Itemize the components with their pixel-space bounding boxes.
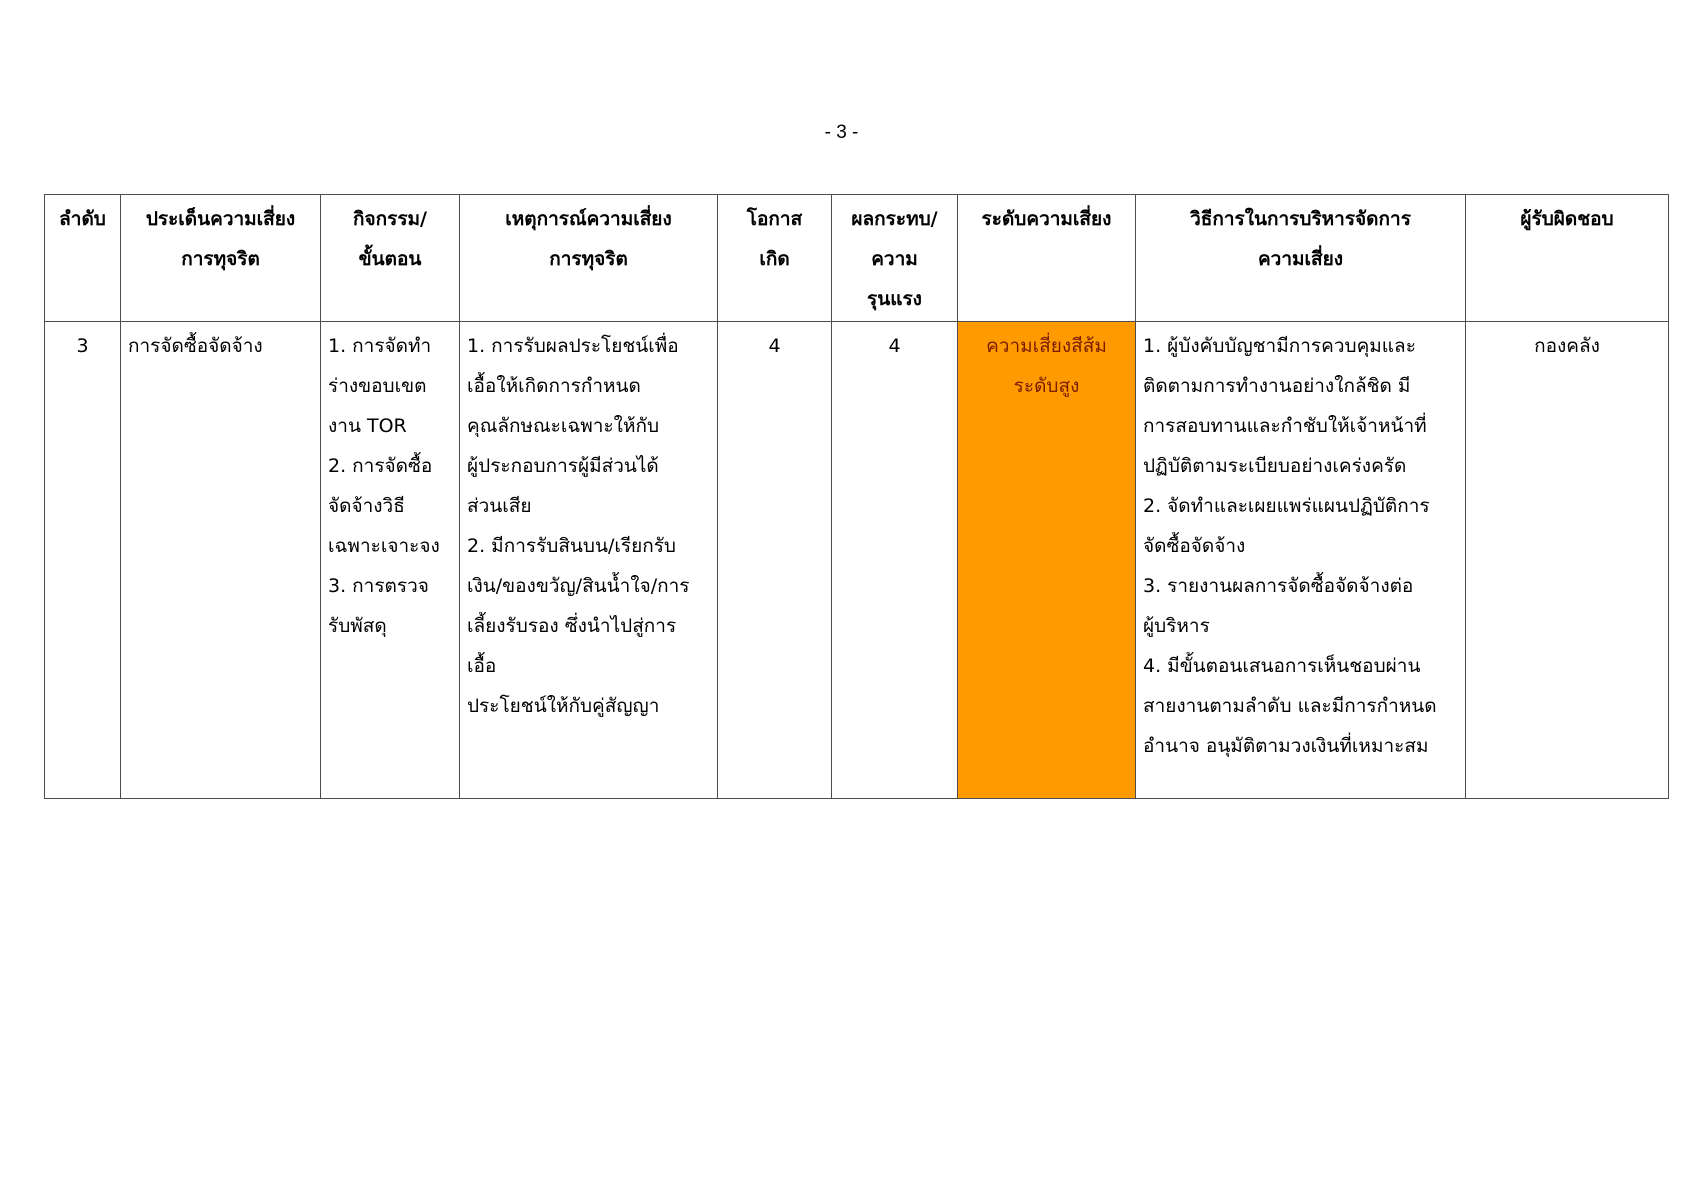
cell-line: สายงานตามลำดับ และมีการกำหนด bbox=[1143, 695, 1437, 717]
cell-line: เลี้ยงรับรอง ซึ่งนำไปสู่การ bbox=[467, 615, 677, 637]
cell-line: กิจกรรม/ bbox=[352, 208, 427, 230]
cell-line: ลำดับ bbox=[59, 208, 106, 230]
cell-line: 3 bbox=[76, 335, 89, 357]
cell-seq bbox=[45, 322, 121, 799]
cell-line: จัดซื้อจัดจ้าง bbox=[1143, 535, 1246, 557]
cell-line: การทุจริต bbox=[549, 248, 628, 270]
cell-line: ระดับความเสี่ยง bbox=[981, 208, 1112, 230]
cell-line: การสอบทานและกำชับให้เจ้าหน้าที่ bbox=[1143, 415, 1427, 437]
header-impact bbox=[832, 195, 958, 322]
cell-line: ประโยชน์ให้กับคู่สัญญา bbox=[467, 695, 660, 717]
cell-line: 2. จัดทำและเผยแพร่แผนปฏิบัติการ bbox=[1143, 495, 1430, 517]
cell-line: 2. การจัดซื้อ bbox=[328, 455, 433, 477]
risk-assessment-table bbox=[44, 194, 1669, 799]
header-owner bbox=[1466, 195, 1669, 322]
cell-line: 3. รายงานผลการจัดซื้อจัดจ้างต่อ bbox=[1143, 575, 1414, 597]
page-number: - 3 - bbox=[824, 122, 859, 143]
cell-line: เฉพาะเจาะจง bbox=[328, 535, 440, 557]
header-activity bbox=[321, 195, 460, 322]
cell-line: เกิด bbox=[759, 248, 790, 270]
cell-line: ขั้นตอน bbox=[358, 248, 422, 270]
header-seq bbox=[45, 195, 121, 322]
cell-line: ผู้รับผิดชอบ bbox=[1520, 208, 1614, 230]
cell-line: 1. การจัดทำ bbox=[328, 335, 432, 357]
cell-line: 3. การตรวจ bbox=[328, 575, 429, 597]
cell-line: รุนแรง bbox=[867, 288, 922, 310]
cell-line: ส่วนเสีย bbox=[467, 495, 532, 517]
header-risk-level bbox=[958, 195, 1136, 322]
cell-line: ผู้ประกอบการผู้มีส่วนได้ bbox=[467, 455, 659, 477]
cell-event bbox=[460, 322, 718, 799]
cell-line: ความเสี่ยง bbox=[1257, 248, 1344, 270]
cell-line: 2. มีการรับสินบน/เรียกรับ bbox=[467, 535, 676, 557]
cell-line: เอื้อ bbox=[467, 655, 497, 677]
header-management-method bbox=[1136, 195, 1466, 322]
cell-line: 4. มีขั้นตอนเสนอการเห็นชอบผ่าน bbox=[1143, 655, 1421, 677]
cell-risk-level bbox=[958, 322, 1136, 799]
cell-line: การทุจริต bbox=[181, 248, 260, 270]
cell-line: ผลกระทบ/ bbox=[851, 208, 938, 230]
cell-line: ร่างขอบเขต bbox=[328, 375, 427, 397]
header-likelihood bbox=[718, 195, 832, 322]
header-issue bbox=[121, 195, 321, 322]
cell-line: วิธีการในการบริหารจัดการ bbox=[1190, 208, 1411, 230]
cell-line: จัดจ้างวิธี bbox=[328, 495, 405, 517]
cell-line: ประเด็นความเสี่ยง bbox=[145, 208, 296, 230]
cell-owner bbox=[1466, 322, 1669, 799]
cell-line: ผู้บริหาร bbox=[1143, 615, 1210, 637]
cell-line: กองคลัง bbox=[1534, 335, 1600, 357]
header-event bbox=[460, 195, 718, 322]
cell-line: 4 bbox=[768, 335, 781, 357]
cell-line: ติดตามการทำงานอย่างใกล้ชิด มี bbox=[1143, 375, 1411, 397]
cell-likelihood bbox=[718, 322, 832, 799]
cell-line: ระดับสูง bbox=[1013, 375, 1080, 397]
cell-activity bbox=[321, 322, 460, 799]
cell-line: เงิน/ของขวัญ/สินน้ำใจ/การ bbox=[467, 575, 690, 597]
cell-line: 1. การรับผลประโยชน์เพื่อ bbox=[467, 335, 679, 357]
cell-line: เอื้อให้เกิดการกำหนด bbox=[467, 375, 641, 397]
table-row bbox=[45, 322, 1669, 799]
cell-line: 1. ผู้บังคับบัญชามีการควบคุมและ bbox=[1143, 335, 1416, 357]
cell-impact bbox=[832, 322, 958, 799]
cell-line: ปฏิบัติตามระเบียบอย่างเคร่งครัด bbox=[1143, 455, 1407, 477]
cell-management-method bbox=[1136, 322, 1466, 799]
cell-line: โอกาส bbox=[746, 208, 803, 230]
cell-line: ความ bbox=[871, 248, 918, 270]
cell-line: รับพัสดุ bbox=[328, 615, 387, 637]
cell-line: อำนาจ อนุมัติตามวงเงินที่เหมาะสม bbox=[1143, 735, 1429, 757]
cell-line: เหตุการณ์ความเสี่ยง bbox=[505, 208, 672, 230]
table-header-row bbox=[45, 195, 1669, 322]
cell-line: คุณลักษณะเฉพาะให้กับ bbox=[467, 415, 660, 437]
cell-line: ความเสี่ยงสีส้ม bbox=[986, 335, 1107, 357]
cell-line: งาน TOR bbox=[328, 415, 407, 437]
cell-line: 4 bbox=[888, 335, 901, 357]
cell-issue bbox=[121, 322, 321, 799]
cell-line: การจัดซื้อจัดจ้าง bbox=[128, 335, 263, 357]
